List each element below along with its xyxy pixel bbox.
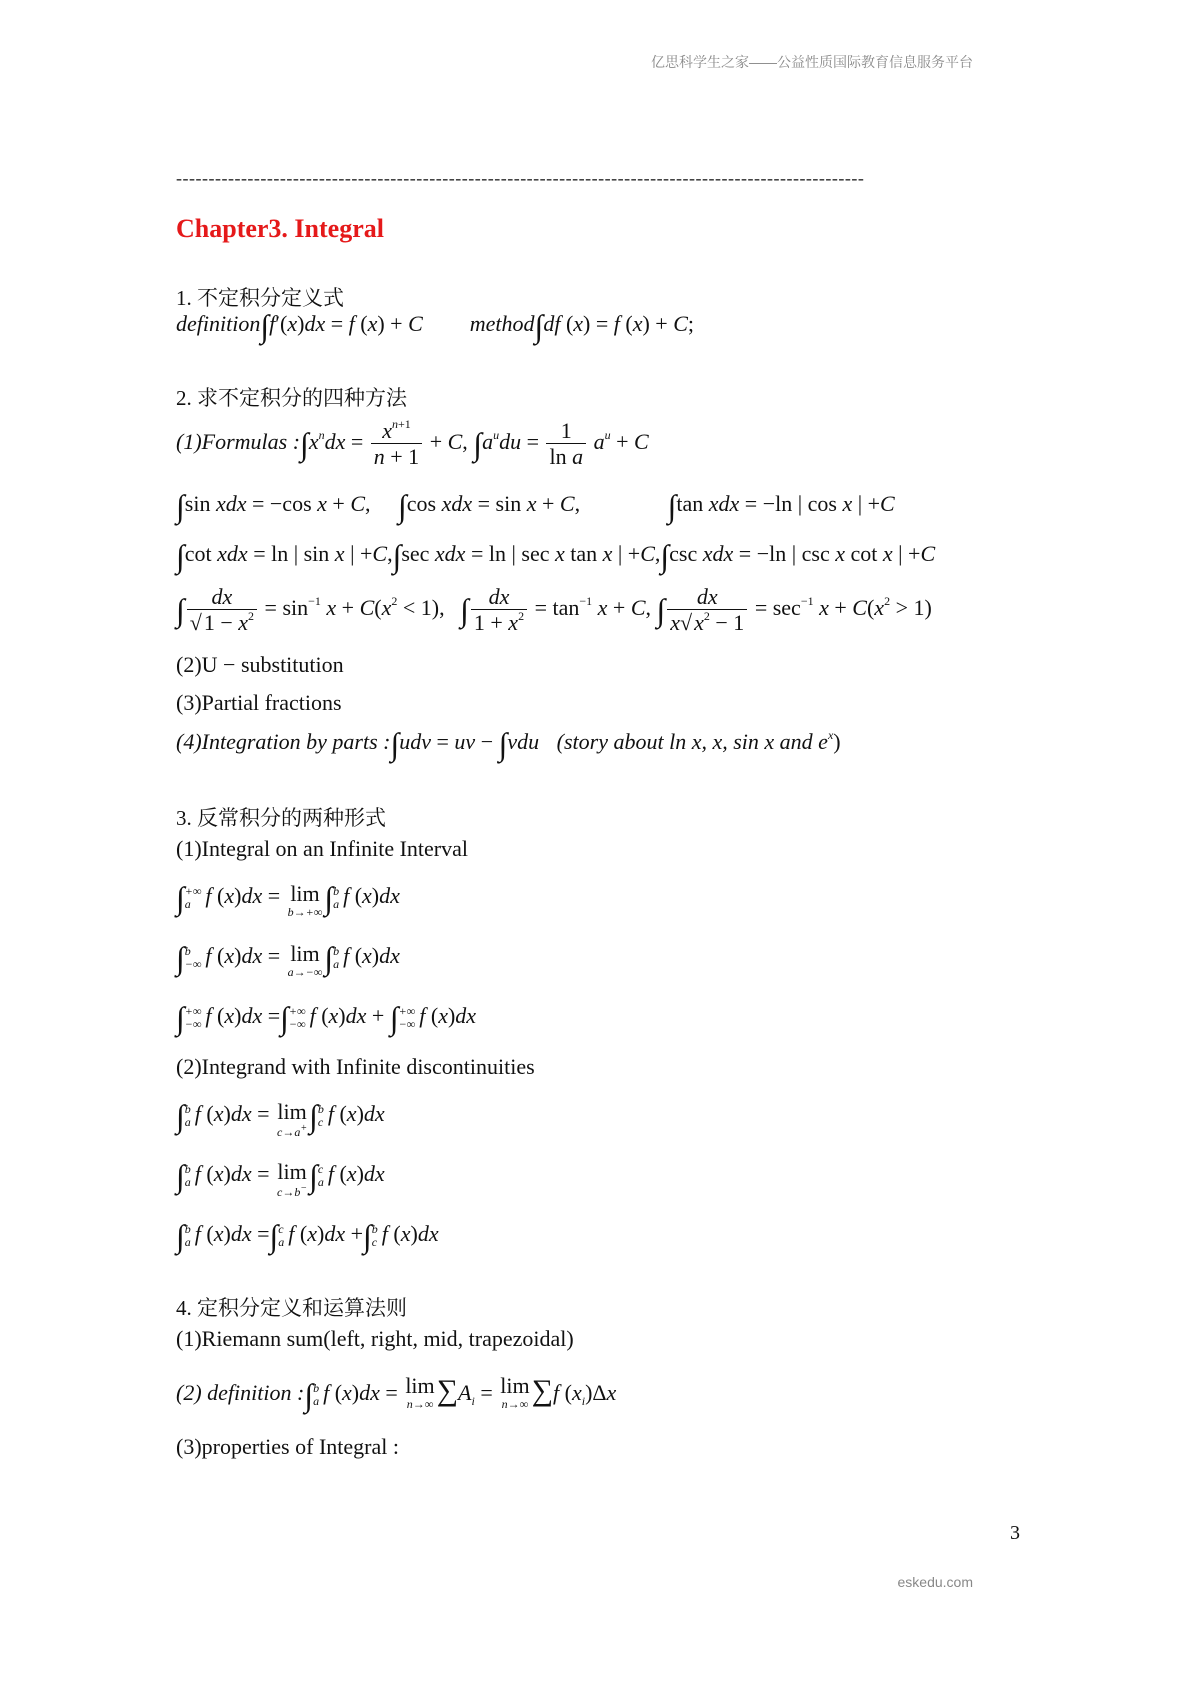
formula-discontinuity-1: ∫ b a f (x)dx = lim c→a+ ∫ b c f (x)dx bbox=[176, 1098, 385, 1140]
header-site: 亿思科学生之家——公益性质国际教育信息服务平台 bbox=[651, 54, 973, 70]
formula-inverse-trig: ∫ $\frac{dx}{√1 - x^2}$ = $\sin^{-1} x + C(x^2 < 1)$, ∫ $\frac{dx}{1 + x^2}$ = $\tan^{-1} x + C$, ∫ $\frac{dx}{x√x^2 - 1}$ = $\sec^{-1} x + C(x^2 > 1)$ bbox=[176, 584, 932, 636]
parts-note: (story about ln x, x, sin x and e bbox=[556, 729, 828, 754]
formula-integration-by-parts: (4)Integration by parts :∫udv = uv − ∫vdu (story about ln x, x, sin x and $e^x$) bbox=[176, 726, 841, 762]
formula-discontinuity-2: ∫ b a f (x)dx = lim c→b− ∫ c a f (x)dx bbox=[176, 1158, 385, 1200]
method-label: method bbox=[469, 311, 535, 336]
section-4-heading: 4. 定积分定义和运算法则 bbox=[176, 1296, 407, 1320]
formula-discontinuity-3: ∫ b a f (x)dx =∫ c a f (x)dx +∫ b c f (x)dx bbox=[176, 1218, 439, 1254]
section-3-heading: 3. 反常积分的两种形式 bbox=[176, 806, 386, 830]
section-2-heading: 2. 求不定积分的四种方法 bbox=[176, 386, 407, 410]
formula-improper-3: ∫ +∞ −∞ f (x)dx =∫ +∞ −∞ f (x)dx + ∫ +∞ −∞ f (x)dx bbox=[176, 1000, 477, 1036]
formula-improper-2: ∫ b −∞ f (x)dx = lim a→−∞ ∫ b a f (x)dx bbox=[176, 940, 400, 980]
infinite-discontinuities-label: (2)Integrand with Infinite discontinuities bbox=[176, 1054, 535, 1079]
infinite-interval-label: (1)Integral on an Infinite Interval bbox=[176, 836, 468, 861]
formula-definite-definition: (2) definition :∫ b a f (x)dx = lim n→∞ $\sum A_i$ = lim n→∞ ∑f $(x_i)\Delta x$ bbox=[176, 1373, 617, 1413]
properties-label: (3)properties of Integral : bbox=[176, 1434, 399, 1459]
formula-trig-1: ∫sin xdx = −cos x + C, ∫cos xdx = sin x + C, ∫tan xdx = −ln | cos x | +C bbox=[176, 488, 895, 524]
partial-fractions-label: (3)Partial fractions bbox=[176, 690, 342, 715]
formula-improper-1: ∫ +∞ a f (x)dx = lim b→+∞ ∫ b a f (x)dx bbox=[176, 880, 400, 920]
formulas-label: (1)Formulas : bbox=[176, 428, 301, 454]
separator-rule: ---------------------------------------------------------------------------------------------------------- bbox=[176, 168, 865, 188]
definition2-label: (2) definition : bbox=[176, 1380, 305, 1405]
chapter-title: Chapter3. Integral bbox=[176, 214, 384, 243]
section-1-heading: 1. 不定积分定义式 bbox=[176, 286, 344, 310]
definition-label: definition bbox=[176, 311, 261, 336]
riemann-sum-label: (1)Riemann sum(left, right, mid, trapezoidal) bbox=[176, 1326, 574, 1351]
u-substitution-label: (2)U − substitution bbox=[176, 652, 344, 677]
parts-label: (4)Integration by parts : bbox=[176, 729, 391, 754]
page-number: 3 bbox=[1010, 1522, 1020, 1544]
formula-power-rule: (1)Formulas $:\int x^ndx$ = $\frac{x^{n+1}}{n + 1}$ + C, $\int a^udu$ = $\frac{1}{\text{ln a}}$ $a^u + C$ bbox=[176, 417, 649, 470]
footer-site: eskedu.com bbox=[897, 1574, 973, 1590]
formula-trig-2: ∫cot xdx = ln | sin x | +C,∫sec xdx = ln | sec x tan x | +C,∫csc xdx = −ln | csc x cot x | +C bbox=[176, 538, 936, 574]
formula-indefinite-definition: definition∫f′(x)dx = f (x) + C method∫df (x) = f (x) + C; bbox=[176, 308, 695, 344]
